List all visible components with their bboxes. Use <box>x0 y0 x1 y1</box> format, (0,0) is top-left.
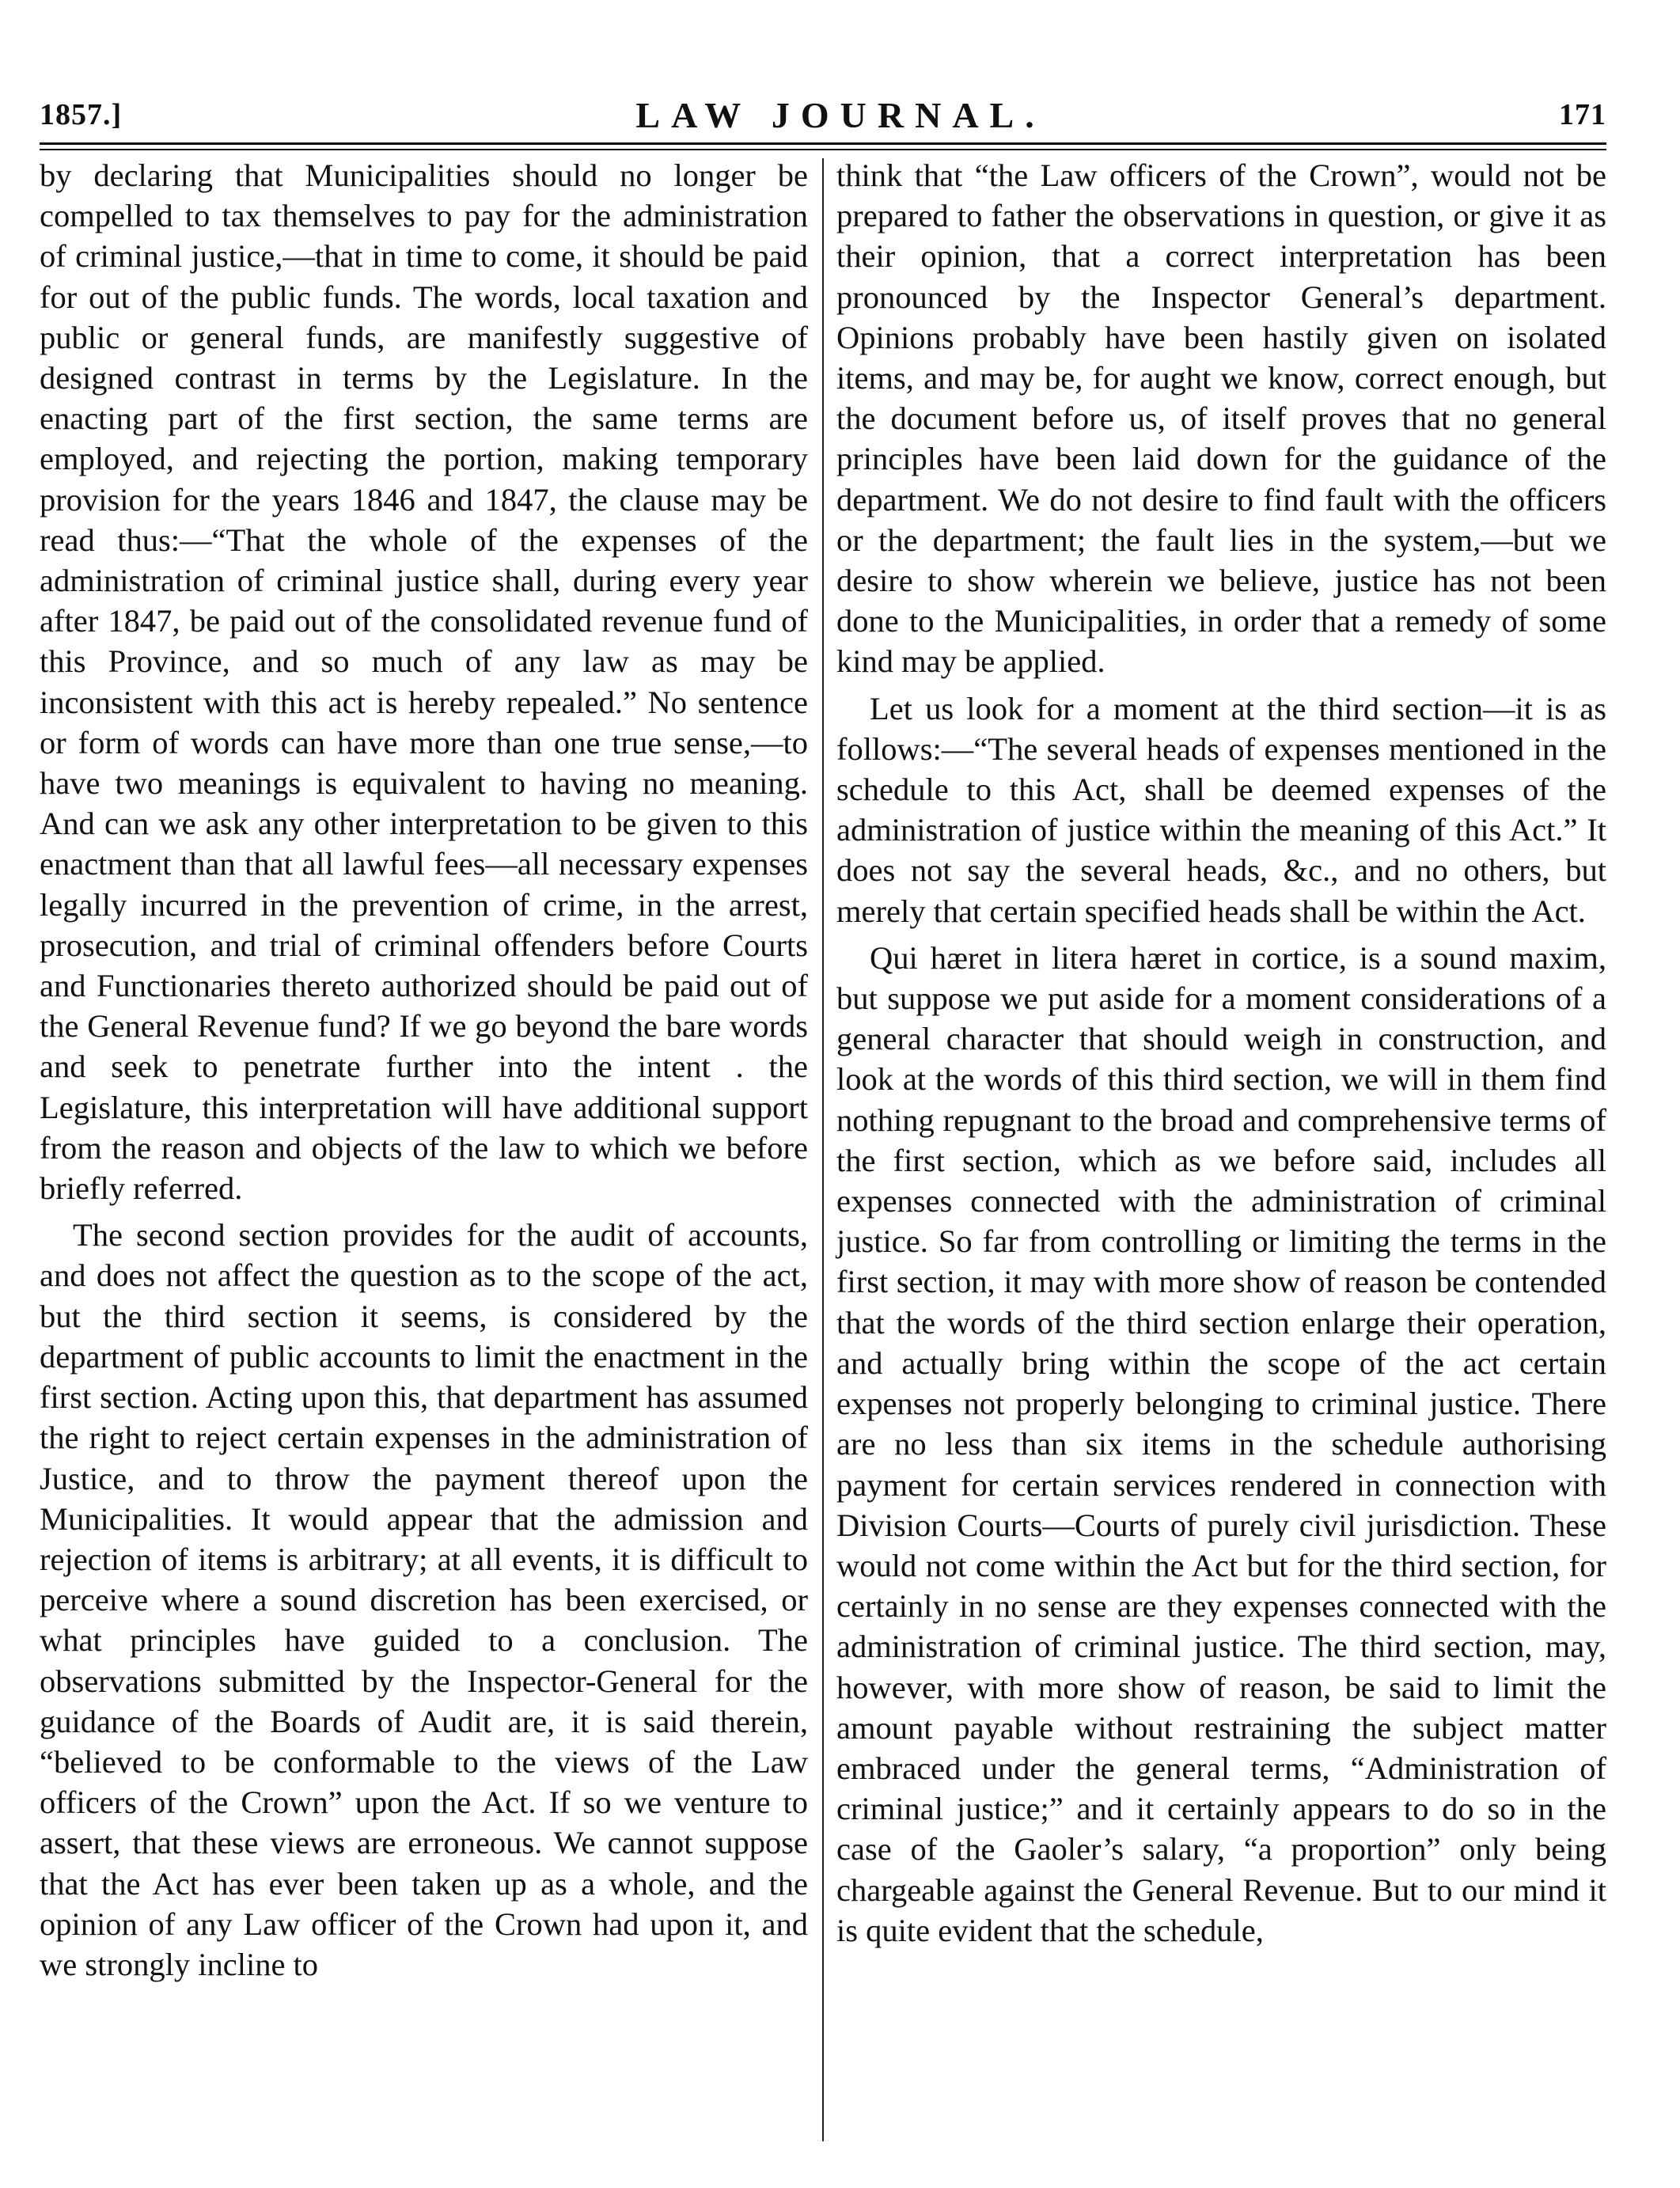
left-column <box>40 155 822 2141</box>
page-header <box>40 87 1606 142</box>
header-rule-secondary <box>40 149 1606 150</box>
paragraph: Let us look for a moment at the third section—it is as follows:—“The several heads of expenses mentioned in the schedule to this Act, shall be deemed expenses of the administration of justice within the meaning of this Act.” It does not say the several heads, &c., and no others, but merely that certain specified heads shall be within the Act. <box>836 690 1606 929</box>
header-page-number: 171 <box>1559 98 1606 131</box>
header-rule <box>40 142 1606 145</box>
paragraph: think that “the Law officers of the Crown”, would not be prepared to father the observations in question, or give it as their opinion, that a correct interpretation has been pronounced by the Inspector General’s department. Opinions probably have been hastily given on isolated items, and may be, for aught we know, correct enough, but the document before us, of itself proves that no general principles have been laid down for the guidance of the department. We do not desire to find fault with the officers or the department; the fault lies in the system,—but we desire to show wherein we believe, justice has not been done to the Municipalities, in order that a remedy of some kind may be applied. <box>836 157 1606 680</box>
header-journal-title: LAW JOURNAL. <box>635 94 1045 135</box>
header-year: 1857.] <box>40 98 123 131</box>
text-columns <box>40 155 1606 2141</box>
right-column <box>824 155 1606 2141</box>
journal-page <box>40 87 1606 2144</box>
paragraph: The second section provides for the audit of accounts, and does not affect the question as to the scope of the act, but the third section it seems, is considered by the department of public accounts to limit the enactment in the first section. Acting upon this, that department has assumed the right to reject certain expenses in the administration of Justice, and to throw the payment thereof upon the Municipalities. It would appear that the admission and rejection of items is arbitrary; at all events, it is difficult to perceive where a sound discretion has been exercised, or what principles have guided to a conclusion. The observations submitted by the Inspector-General for the guidance of the Boards of Audit are, it is said therein, “believed to be conformable to the views of the Law officers of the Crown” upon the Act. If so we venture to assert, that these views are erroneous. We cannot suppose that the Act has ever been taken up as a whole, and the opinion of any Law officer of the Crown had upon it, and we strongly incline to <box>40 1217 808 1982</box>
paragraph: by declaring that Municipalities should no longer be compelled to tax themselves to pay for the administration of criminal justice,—that in time to come, it should be paid for out of the public funds. The words, local taxation and public or general funds, are manifestly suggestive of designed contrast in terms by the Legislature. In the enacting part of the first section, the same terms are employed, and rejecting the portion, making temporary provision for the years 1846 and 1847, the clause may be read thus:—“That the whole of the expenses of the administration of criminal justice shall, during every year after 1847, be paid out of the consolidated revenue fund of this Province, and so much of any law as may be inconsistent with this act is hereby repealed.” No sentence or form of words can have more than one true sense,—to have two meanings is equivalent to having no meaning. And can we ask any other interpretation to be given to this enactment than that all lawful fees—all necessary expenses legally incurred in the prevention of crime, in the arrest, prosecution, and trial of criminal offenders before Courts and Functionaries thereto authorized should be paid out of the General Revenue fund? If we go beyond the bare words and seek to penetrate further into the intent . the Legislature, this interpretation will have additional support from the reason and objects of the law to which we before briefly referred. <box>40 157 808 1207</box>
paragraph: Qui hæret in litera hæret in cortice, is a sound maxim, but suppose we put aside for a moment considerations of a general character that should weigh in construction, and look at the words of this third section, we will in them find nothing repugnant to the broad and comprehensive terms of the first section, which as we before said, includes all expenses connected with the administration of criminal justice. So far from controlling or limiting the terms in the first section, it may with more show of reason be contended that the words of the third section enlarge their operation, and actually bring within the scope of the act certain expenses not properly belonging to criminal justice. There are no less than six items in the schedule authorising payment for certain services rendered in connection with Division Courts—Courts of purely civil jurisdiction. These would not come within the Act but for the third section, for certainly in no sense are they expenses connected with the administration of criminal justice. The third section, may, however, with more show of reason, be said to limit the amount payable without restraining the subject matter embraced under the general terms, “Administration of criminal justice;” and it certainly appears to do so in the case of the Gaoler’s salary, “a proportion” only being chargeable against the General Revenue. But to our mind it is quite evident that the schedule, <box>836 939 1606 1948</box>
